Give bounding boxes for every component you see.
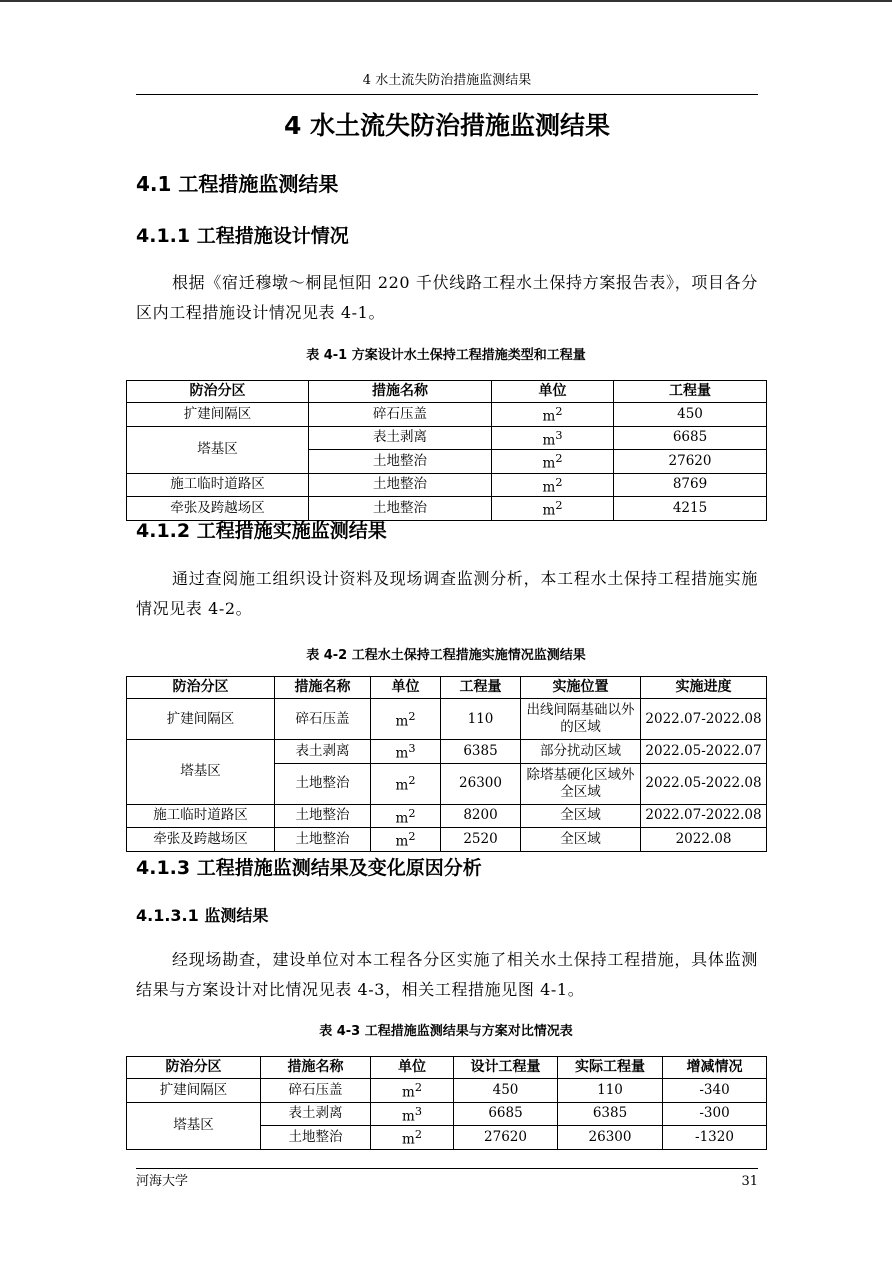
- period-cell: 2022.05-2022.07: [641, 740, 767, 764]
- table-header-row: [127, 381, 767, 403]
- zone-cell: 塔基区: [127, 426, 309, 473]
- table-header-cell: 防治分区: [127, 381, 309, 403]
- quantity-cell: 6685: [614, 426, 767, 450]
- table-row: [127, 426, 767, 450]
- measure-cell: 表土剥离: [275, 740, 371, 764]
- table-row: [127, 828, 767, 852]
- running-header: 4 水土流失防治措施监测结果: [362, 73, 532, 88]
- table-header-row: [127, 677, 767, 699]
- change-cell: -1320: [663, 1126, 767, 1150]
- table-header-cell: 实施位置: [521, 677, 641, 699]
- table-header-cell: 防治分区: [127, 1057, 261, 1079]
- unit-exponent: 2: [414, 1081, 422, 1094]
- table-4-1-caption: 表 4-1 方案设计水土保持工程措施类型和工程量: [306, 348, 586, 363]
- section-4-1-1-heading: 4.1.1 工程措施设计情况: [136, 225, 349, 247]
- table-header-cell: 增减情况: [663, 1057, 767, 1079]
- table-header-cell: 防治分区: [127, 677, 275, 699]
- unit-cell: [492, 497, 614, 521]
- unit-exponent: 2: [408, 774, 416, 788]
- table-header-cell: 设计工程量: [454, 1057, 558, 1079]
- unit-base: m: [395, 833, 409, 850]
- table-row: [127, 1102, 767, 1126]
- unit-cell: [371, 699, 441, 740]
- zone-cell: 施工临时道路区: [127, 804, 275, 828]
- footer-institution: 河海大学: [136, 1174, 189, 1189]
- quantity-cell: 8769: [614, 473, 767, 497]
- table-header-cell: 工程量: [441, 677, 521, 699]
- unit-base: m: [395, 777, 409, 794]
- unit-cell: [371, 1102, 454, 1126]
- actual-quantity-cell: 6385: [558, 1102, 663, 1126]
- design-quantity-cell: 27620: [454, 1126, 558, 1150]
- measure-cell: 土地整治: [275, 828, 371, 852]
- unit-cell: [492, 403, 614, 427]
- chapter-title: 4 水土流失防治措施监测结果: [283, 111, 611, 140]
- section-4-1-2-heading: 4.1.2 工程措施实施监测结果: [136, 520, 387, 542]
- location-cell: 出线间隔基础以外的区域: [521, 699, 641, 740]
- unit-cell: [492, 473, 614, 497]
- change-cell: -340: [663, 1079, 767, 1103]
- unit-cell: [371, 763, 441, 804]
- unit-base: m: [542, 479, 556, 495]
- unit-base: m: [402, 1131, 415, 1148]
- period-cell: 2022.08: [641, 828, 767, 852]
- measure-cell: 土地整治: [309, 497, 492, 521]
- table-4-2-caption: 表 4-2 工程水土保持工程措施实施情况监测结果: [306, 648, 586, 663]
- zone-cell: 牵张及跨越场区: [127, 828, 275, 852]
- unit-exponent: 3: [414, 1104, 422, 1118]
- table-row: [127, 473, 767, 497]
- unit-cell: [371, 1126, 454, 1150]
- section-4-1-3-1-paragraph: 经现场勘查，建设单位对本工程各分区实施了相关水土保持工程措施，具体监测结果与方案设计对比情况见表 4-3，相关工程措施见图 4-1。: [136, 950, 758, 999]
- section-4-1-1-paragraph: 根据《宿迁穆墩～桐昆恒阳 220 千伏线路工程水土保持方案报告表》，项目各分区内工程措施设计情况见表 4-1。: [136, 273, 758, 322]
- unit-base: m: [395, 810, 409, 826]
- measure-cell: 碎石压盖: [309, 403, 492, 427]
- quantity-cell: 6385: [441, 740, 521, 764]
- zone-cell: 塔基区: [127, 740, 275, 805]
- unit-cell: [371, 804, 441, 828]
- table-row: [127, 403, 767, 427]
- unit-exponent: 2: [555, 475, 563, 489]
- unit-exponent: 2: [555, 405, 563, 418]
- unit-exponent: 2: [408, 806, 416, 820]
- unit-cell: [492, 426, 614, 450]
- measure-cell: 碎石压盖: [261, 1079, 371, 1103]
- table-header-cell: 单位: [492, 381, 614, 403]
- table-row: [127, 804, 767, 828]
- unit-base: m: [395, 713, 409, 730]
- unit-exponent: 3: [555, 428, 563, 442]
- table-header-cell: 措施名称: [261, 1057, 371, 1079]
- footer-rule: [136, 1168, 758, 1169]
- zone-cell: 施工临时道路区: [127, 473, 309, 497]
- table-row: [127, 1079, 767, 1103]
- unit-exponent: 2: [408, 709, 416, 723]
- page-top-border: [0, 0, 892, 2]
- table-header-cell: 措施名称: [275, 677, 371, 699]
- measure-cell: 碎石压盖: [275, 699, 371, 740]
- measure-cell: 土地整治: [309, 450, 492, 474]
- section-4-1-3-1-heading: 4.1.3.1 监测结果: [136, 906, 269, 925]
- measure-cell: 表土剥离: [309, 426, 492, 450]
- table-header-row: [127, 1057, 767, 1079]
- table-header-cell: 措施名称: [309, 381, 492, 403]
- unit-base: m: [542, 408, 556, 425]
- section-4-1-3-heading: 4.1.3 工程措施监测结果及变化原因分析: [136, 857, 482, 879]
- unit-cell: [371, 1079, 454, 1103]
- actual-quantity-cell: 110: [558, 1079, 663, 1103]
- location-cell: 除塔基硬化区域外全区域: [521, 763, 641, 804]
- zone-cell: 扩建间隔区: [127, 1079, 261, 1103]
- location-cell: 全区域: [521, 828, 641, 852]
- unit-base: m: [402, 1084, 415, 1101]
- unit-exponent: 3: [408, 742, 416, 755]
- design-quantity-cell: 450: [454, 1079, 558, 1103]
- table-header-cell: 单位: [371, 1057, 454, 1079]
- table-4-1: [126, 380, 767, 521]
- zone-cell: 牵张及跨越场区: [127, 497, 309, 521]
- table-row: [127, 740, 767, 764]
- quantity-cell: 27620: [614, 450, 767, 474]
- table-row: [127, 497, 767, 521]
- section-4-1-heading: 4.1 工程措施监测结果: [136, 172, 339, 196]
- period-cell: 2022.07-2022.08: [641, 699, 767, 740]
- unit-base: m: [395, 745, 409, 762]
- table-4-2: [126, 676, 767, 852]
- header-rule: [136, 94, 758, 95]
- measure-cell: 土地整治: [275, 763, 371, 804]
- unit-base: m: [542, 455, 556, 472]
- quantity-cell: 8200: [441, 804, 521, 828]
- zone-cell: 扩建间隔区: [127, 403, 309, 427]
- table-header-cell: 工程量: [614, 381, 767, 403]
- unit-base: m: [402, 1108, 415, 1124]
- table-row: [127, 699, 767, 740]
- measure-cell: 土地整治: [309, 473, 492, 497]
- measure-cell: 土地整治: [261, 1126, 371, 1150]
- section-4-1-2-paragraph: 通过查阅施工组织设计资料及现场调查监测分析，本工程水土保持工程措施实施情况见表 4-2。: [136, 569, 758, 618]
- table-header-cell: 实际工程量: [558, 1057, 663, 1079]
- quantity-cell: 110: [441, 699, 521, 740]
- unit-base: m: [542, 432, 556, 448]
- quantity-cell: 450: [614, 403, 767, 427]
- design-quantity-cell: 6685: [454, 1102, 558, 1126]
- table-header-cell: 实施进度: [641, 677, 767, 699]
- table-4-3-caption: 表 4-3 工程措施监测结果与方案对比情况表: [319, 1024, 573, 1039]
- measure-cell: 表土剥离: [261, 1102, 371, 1126]
- unit-exponent: 2: [408, 830, 416, 843]
- change-cell: -300: [663, 1102, 767, 1126]
- quantity-cell: 2520: [441, 828, 521, 852]
- table-4-3: [126, 1056, 767, 1150]
- quantity-cell: 4215: [614, 497, 767, 521]
- page-number: 31: [741, 1174, 758, 1189]
- zone-cell: 塔基区: [127, 1102, 261, 1149]
- location-cell: 部分扰动区域: [521, 740, 641, 764]
- unit-exponent: 2: [555, 499, 563, 512]
- unit-cell: [492, 450, 614, 474]
- location-cell: 全区域: [521, 804, 641, 828]
- quantity-cell: 26300: [441, 763, 521, 804]
- unit-exponent: 2: [414, 1128, 422, 1141]
- actual-quantity-cell: 26300: [558, 1126, 663, 1150]
- period-cell: 2022.05-2022.08: [641, 763, 767, 804]
- unit-base: m: [542, 502, 556, 519]
- unit-cell: [371, 828, 441, 852]
- unit-exponent: 2: [555, 452, 563, 465]
- zone-cell: 扩建间隔区: [127, 699, 275, 740]
- unit-cell: [371, 740, 441, 764]
- table-header-cell: 单位: [371, 677, 441, 699]
- measure-cell: 土地整治: [275, 804, 371, 828]
- period-cell: 2022.07-2022.08: [641, 804, 767, 828]
